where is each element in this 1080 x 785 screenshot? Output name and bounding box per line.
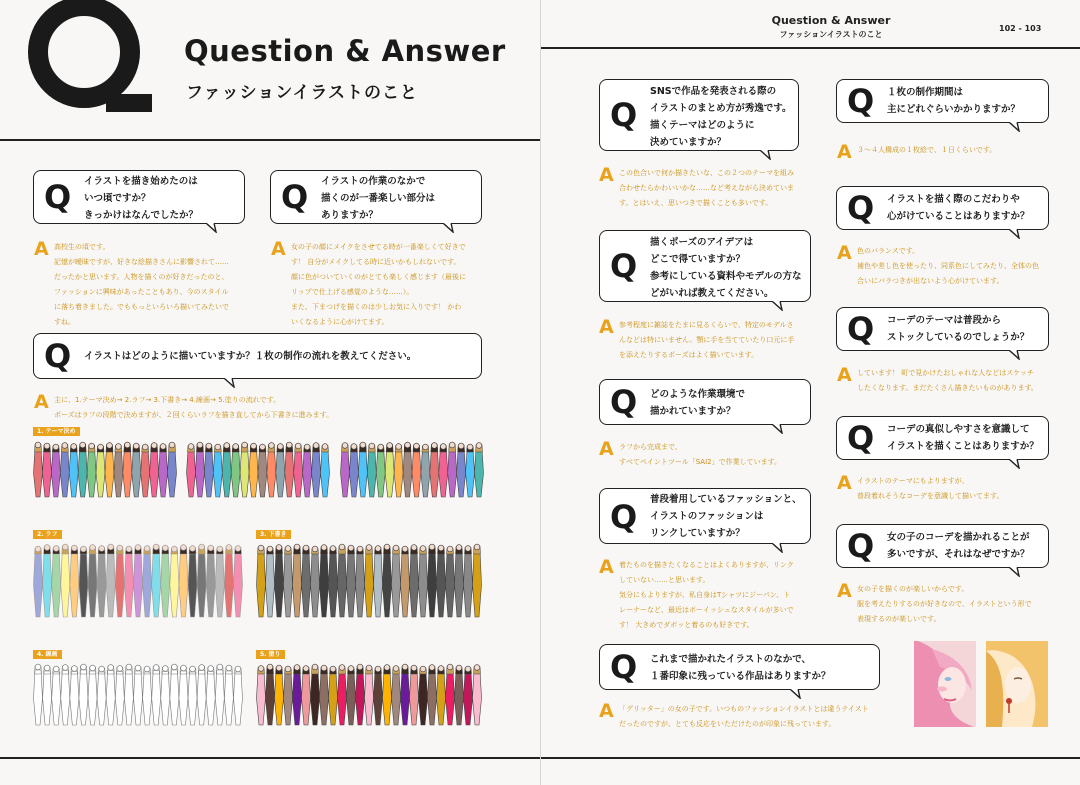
speech-tail-icon bbox=[772, 301, 786, 310]
figure-sketch bbox=[392, 545, 401, 617]
figure-sketch bbox=[383, 544, 392, 617]
figure-sketch bbox=[150, 443, 159, 498]
lineart-illustration bbox=[33, 662, 243, 728]
speech-tail-icon bbox=[1009, 567, 1023, 576]
figure-sketch bbox=[356, 664, 365, 725]
question-text: どのような作業環境で 描かれていますか？ bbox=[650, 389, 746, 417]
q-letter-icon: Q bbox=[610, 383, 638, 421]
figure-sketch bbox=[106, 544, 115, 617]
question-text: 普段着用しているファッションと、 イラストのファッションは リンクしていますか？ bbox=[650, 494, 802, 539]
figure-sketch bbox=[464, 666, 473, 725]
figure-sketch bbox=[161, 545, 170, 617]
figure-sketch bbox=[115, 666, 124, 726]
figure-sketch bbox=[303, 444, 312, 497]
figure-sketch bbox=[412, 443, 421, 497]
figure-sketch bbox=[383, 665, 392, 726]
a-letter-icon: A bbox=[34, 238, 49, 260]
figure-sketch bbox=[356, 546, 365, 617]
question-bubble bbox=[599, 379, 811, 425]
figure-sketch bbox=[224, 545, 233, 618]
q-letter-icon: Q bbox=[847, 82, 875, 120]
figure-sketch bbox=[367, 443, 376, 497]
figure-sketch bbox=[410, 665, 419, 725]
question-bubble bbox=[836, 79, 1049, 123]
speech-tail-icon bbox=[772, 424, 786, 433]
figure-sketch bbox=[401, 664, 410, 725]
step-label: 4. 線画 bbox=[33, 650, 62, 659]
figure-sketch bbox=[374, 666, 383, 725]
theme-illustration-3 bbox=[340, 440, 484, 500]
figure-sketch bbox=[234, 666, 243, 725]
speech-tail-icon bbox=[443, 223, 457, 232]
figure-sketch bbox=[97, 546, 106, 618]
question-bubble bbox=[599, 230, 811, 302]
q-letter-icon: Q bbox=[610, 96, 638, 134]
footer-divider bbox=[541, 757, 1080, 759]
figure-sketch bbox=[215, 546, 224, 617]
figure-sketch bbox=[321, 444, 330, 498]
q-letter-icon: Q bbox=[847, 419, 875, 457]
figure-sketch bbox=[439, 444, 448, 498]
figure-sketch bbox=[187, 444, 196, 498]
figure-sketch bbox=[70, 545, 79, 617]
answer-text: ３〜４人構成の１枚絵で、１日くらいです。 bbox=[857, 146, 997, 154]
answer-text: 主に、1.テーマ決め→ 2.ラフ→ 3.下書き→ 4.線画→ 5.塗りの流れです。 ポーズはラフの段階で決めますが、２回くらいラフを描き直してから下書きに進みます。 bbox=[54, 396, 334, 419]
answer-text: 「グリッター」の女の子です。いつものファッションイラストとは違うテイスト だったのですが、とても反応をいただけたのが印象に残っています。 bbox=[619, 705, 869, 728]
figure-sketch bbox=[392, 666, 401, 726]
figure-sketch bbox=[385, 443, 394, 498]
page-subtitle: ファッションイラストのこと bbox=[186, 83, 418, 103]
header-divider bbox=[0, 139, 540, 141]
figure-sketch bbox=[42, 443, 51, 497]
figure-sketch bbox=[60, 443, 69, 498]
a-letter-icon: A bbox=[34, 391, 49, 413]
right-page bbox=[540, 0, 1080, 785]
figure-sketch bbox=[51, 444, 60, 497]
figure-sketch bbox=[179, 545, 188, 618]
figure-sketch bbox=[132, 443, 141, 497]
question-text: 描くポーズのアイデアは どこで得ていますか？ 参考にしている資料やモデルの方な どがいれば教えてください。 bbox=[650, 237, 802, 299]
portrait-illustrations bbox=[914, 641, 1048, 727]
q-letter-icon: Q bbox=[847, 527, 875, 565]
figure-sketch bbox=[312, 443, 321, 498]
figure-sketch bbox=[88, 545, 97, 618]
q-letter-icon: Q bbox=[44, 337, 72, 375]
figure-sketch bbox=[197, 544, 206, 617]
question-bubble bbox=[270, 170, 482, 224]
a-letter-icon: A bbox=[271, 238, 286, 260]
answer-block bbox=[599, 318, 829, 366]
footer-divider bbox=[0, 757, 540, 759]
question-text: イラストはどのように描いていますか？１枚の制作の流れを教えてください。 bbox=[84, 351, 417, 362]
a-letter-icon: A bbox=[837, 242, 852, 264]
step-label: 2. ラフ bbox=[33, 530, 62, 539]
question-bubble bbox=[33, 333, 482, 379]
figure-sketch bbox=[320, 665, 329, 725]
figure-sketch bbox=[204, 443, 213, 497]
figure-sketch bbox=[320, 545, 329, 618]
answer-text: 参考程度に雑誌をたまに見るくらいで、特定のモデルさ んなどは特にいません。顎に手を当てていたり口元に手 を添えたりするポーズはよく描いています。 bbox=[619, 321, 795, 359]
answer-block bbox=[599, 440, 829, 472]
answer-text: イラストのテーマにもよりますが、 普段着れそうなコーデを意識して描いてます。 bbox=[857, 477, 1004, 500]
answer-text: 着たものを描きたくなることはよくありますが、リンク していない……と思います。 気分にもよりますが、私自身はTシャツにジーパン、ト レーナーなど、最近はボーイッシュなスタイルが多いで す！ 大きめでダボッと着るのも好きです。 bbox=[619, 561, 794, 629]
header-divider bbox=[541, 47, 1080, 49]
q-letter-icon: Q bbox=[610, 498, 638, 536]
question-text: 女の子のコーデを描かれることが 多いですが、それはなぜですか？ bbox=[887, 532, 1030, 560]
figure-sketch bbox=[365, 665, 374, 725]
answer-block bbox=[34, 240, 264, 330]
answer-block bbox=[837, 244, 1057, 292]
speech-tail-icon bbox=[772, 543, 786, 552]
figure-sketch bbox=[347, 545, 356, 617]
speech-tail-icon bbox=[760, 150, 774, 159]
figure-sketch bbox=[34, 546, 43, 617]
figure-sketch bbox=[97, 666, 106, 725]
figure-sketch bbox=[428, 665, 437, 726]
figure-sketch bbox=[419, 666, 428, 725]
figure-sketch bbox=[106, 665, 115, 726]
figure-sketch bbox=[240, 442, 249, 497]
figure-sketch bbox=[61, 544, 70, 617]
figure-sketch bbox=[473, 665, 482, 726]
figure-sketch bbox=[276, 444, 285, 498]
figure-sketch bbox=[437, 545, 446, 617]
figure-sketch bbox=[475, 443, 484, 498]
figure-sketch bbox=[197, 665, 206, 726]
figure-sketch bbox=[134, 665, 143, 725]
figure-sketch bbox=[34, 442, 43, 497]
figure-sketch bbox=[224, 665, 233, 725]
figure-sketch bbox=[257, 545, 266, 617]
speech-tail-icon bbox=[790, 689, 804, 698]
figure-sketch bbox=[124, 546, 133, 617]
a-letter-icon: A bbox=[837, 364, 852, 386]
answer-text: この色合いで何か描きたいな、この２つのテーマを組み 合わせたらかわいいかな……など考えながら決めていま す。とはいえ、思いつきで描くことも多いです。 bbox=[619, 169, 794, 207]
figure-sketch bbox=[448, 442, 457, 497]
q-letter-icon: Q bbox=[847, 310, 875, 348]
answer-block bbox=[837, 474, 1057, 506]
figure-sketch bbox=[293, 544, 302, 617]
running-header-subtitle: ファッションイラストのこと bbox=[779, 30, 883, 39]
figure-sketch bbox=[258, 444, 267, 497]
figure-sketch bbox=[143, 546, 152, 618]
a-letter-icon: A bbox=[599, 556, 614, 578]
figure-sketch bbox=[161, 666, 170, 726]
figure-sketch bbox=[455, 665, 464, 725]
figure-sketch bbox=[52, 666, 61, 725]
figure-sketch bbox=[179, 665, 188, 725]
figure-sketch bbox=[329, 666, 338, 725]
figure-sketch bbox=[284, 546, 293, 618]
figure-sketch bbox=[206, 545, 215, 617]
figure-sketch bbox=[152, 665, 161, 726]
question-bubble bbox=[836, 307, 1049, 351]
figure-sketch bbox=[446, 664, 455, 725]
answer-block bbox=[599, 702, 899, 734]
figure-sketch bbox=[267, 443, 276, 498]
speech-tail-icon bbox=[224, 378, 238, 387]
figure-sketch bbox=[457, 443, 466, 497]
figure-sketch bbox=[394, 444, 403, 498]
figure-sketch bbox=[213, 444, 222, 497]
theme-illustration-2 bbox=[186, 440, 330, 500]
figure-sketch bbox=[419, 546, 428, 618]
figure-sketch bbox=[329, 546, 338, 618]
question-text: １枚の制作期間は 主にどれぐらいかかりますか？ bbox=[887, 87, 1021, 115]
big-q-letter-icon bbox=[22, 0, 154, 118]
figure-sketch bbox=[311, 546, 320, 617]
question-text: コーデのテーマは普段から ストックしているのでしょうか？ bbox=[887, 315, 1030, 343]
a-letter-icon: A bbox=[599, 164, 614, 186]
figure-sketch bbox=[455, 545, 464, 618]
figure-sketch bbox=[349, 444, 358, 498]
figure-sketch bbox=[123, 442, 132, 497]
answer-block bbox=[599, 558, 829, 636]
figure-sketch bbox=[79, 664, 88, 725]
figure-sketch bbox=[311, 664, 320, 725]
speech-tail-icon bbox=[1009, 122, 1023, 131]
figure-sketch bbox=[61, 665, 70, 726]
figure-sketch bbox=[294, 443, 303, 497]
figure-sketch bbox=[466, 444, 475, 497]
q-letter-icon: Q bbox=[610, 648, 638, 686]
figure-sketch bbox=[170, 664, 179, 725]
figure-sketch bbox=[231, 444, 240, 498]
speech-tail-icon bbox=[206, 223, 220, 232]
figure-sketch bbox=[266, 664, 275, 725]
page-numbers: 102 - 103 bbox=[999, 24, 1042, 33]
figure-sketch bbox=[115, 545, 124, 617]
question-text: イラストの作業のなかで 描くのが一番楽しい部分は ありますか？ bbox=[321, 176, 436, 221]
rough-sketch-illustration bbox=[33, 542, 243, 620]
question-bubble bbox=[599, 488, 811, 544]
figure-sketch bbox=[464, 546, 473, 618]
answer-text: 女の子を描くのが楽しいからです。 服を考えたりするのが好きなので、イラストという形で 表現するのが楽しいです。 bbox=[857, 585, 1032, 623]
figure-sketch bbox=[275, 665, 284, 725]
figure-sketch bbox=[168, 442, 177, 497]
figure-sketch bbox=[188, 546, 197, 618]
figure-sketch bbox=[141, 444, 150, 497]
figure-sketch bbox=[403, 442, 412, 497]
question-text: イラストを描き始めたのは いつ頃ですか？ きっかけはなんでしたか？ bbox=[84, 176, 199, 221]
a-letter-icon: A bbox=[837, 580, 852, 602]
figure-sketch bbox=[430, 443, 439, 498]
a-letter-icon: A bbox=[599, 438, 614, 460]
figure-sketch bbox=[410, 545, 419, 618]
figure-sketch bbox=[293, 665, 302, 726]
figure-sketch bbox=[285, 442, 294, 497]
figure-sketch bbox=[206, 666, 215, 726]
q-letter-icon: Q bbox=[44, 178, 72, 216]
a-letter-icon: A bbox=[837, 141, 852, 163]
figure-sketch bbox=[222, 443, 231, 498]
figure-sketch bbox=[52, 546, 61, 618]
figure-sketch bbox=[78, 442, 87, 497]
q-letter-icon: Q bbox=[610, 247, 638, 285]
q-letter-icon: Q bbox=[281, 178, 309, 216]
figure-sketch bbox=[338, 665, 347, 726]
figure-sketch bbox=[152, 544, 161, 617]
figure-sketch bbox=[374, 546, 383, 618]
figure-sketch bbox=[79, 546, 88, 617]
figure-sketch bbox=[428, 544, 437, 617]
step-label: 5. 塗り bbox=[256, 650, 285, 659]
question-text: コーデの真似しやすさを意識して イラストを描くことはありますか？ bbox=[887, 424, 1039, 452]
figure-sketch bbox=[195, 442, 204, 497]
answer-text: 色のバランスです。 補色や差し色を使ったり、同系色にしてみたり、全体の色 合いにバラつきが出ないよう心がけています。 bbox=[857, 247, 1039, 285]
figure-sketch bbox=[358, 442, 367, 497]
figure-sketch bbox=[266, 546, 275, 617]
figure-sketch bbox=[341, 443, 350, 498]
figure-sketch bbox=[69, 444, 78, 498]
answer-block bbox=[837, 366, 1057, 398]
figure-sketch bbox=[473, 544, 482, 617]
question-text: イラストを描く際のこだわりや 心がけていることはありますか？ bbox=[887, 194, 1030, 222]
figure-sketch bbox=[437, 666, 446, 726]
figure-sketch bbox=[257, 666, 266, 726]
figure-sketch bbox=[234, 546, 243, 618]
answer-block bbox=[837, 582, 1057, 630]
answer-text: 高校生の頃です。 記憶が曖昧ですが、好きな絵描きさんに影響されて…… だったかと思います。人物を描くのが好きだったのと、 ファッションに興味があったこともあり、今のスタイル に落ち着きました。でももっといろいろ描いてみたいで すね。 bbox=[54, 243, 229, 326]
figure-sketch bbox=[43, 545, 52, 618]
speech-tail-icon bbox=[1009, 459, 1023, 468]
figure-sketch bbox=[88, 665, 97, 725]
figure-sketch bbox=[376, 444, 385, 497]
figure-sketch bbox=[105, 443, 114, 498]
question-bubble bbox=[836, 524, 1049, 568]
question-bubble bbox=[836, 416, 1049, 460]
figure-sketch bbox=[188, 666, 197, 725]
answer-block bbox=[34, 393, 514, 427]
a-letter-icon: A bbox=[599, 700, 614, 722]
colored-illustration bbox=[256, 662, 482, 728]
page-title: Question & Answer bbox=[184, 34, 506, 68]
a-letter-icon: A bbox=[599, 316, 614, 338]
question-bubble bbox=[599, 79, 799, 151]
q-letter-icon: Q bbox=[847, 189, 875, 227]
step-label: 1. テーマ決め bbox=[33, 427, 80, 436]
figure-sketch bbox=[365, 545, 374, 618]
figure-sketch bbox=[87, 443, 96, 497]
answer-block bbox=[271, 240, 511, 330]
question-bubble bbox=[599, 644, 880, 690]
figure-sketch bbox=[34, 664, 43, 725]
question-bubble bbox=[33, 170, 245, 224]
figure-sketch bbox=[338, 544, 347, 617]
figure-sketch bbox=[302, 666, 311, 726]
theme-illustration-1 bbox=[33, 440, 177, 500]
figure-sketch bbox=[401, 546, 410, 617]
answer-text: ラフから完成まで、 すべてペイントツール「SAI2」で作業しています。 bbox=[619, 443, 782, 466]
figure-sketch bbox=[302, 545, 311, 617]
step-label: 3. 下書き bbox=[256, 530, 291, 539]
figure-sketch bbox=[446, 546, 455, 617]
figure-sketch bbox=[347, 666, 356, 726]
running-header-title: Question & Answer bbox=[771, 14, 891, 27]
figure-sketch bbox=[170, 546, 179, 617]
figure-sketch bbox=[249, 443, 258, 497]
figure-sketch bbox=[134, 545, 143, 618]
speech-tail-icon bbox=[1009, 229, 1023, 238]
question-text: これまで描かれたイラストのなかで、 １番印象に残っている作品はありますか？ bbox=[650, 654, 831, 682]
question-text: SNSで作品を発表される際の イラストのまとめ方が秀逸です。 描くテーマはどのように 決めていますか？ bbox=[650, 86, 792, 148]
figure-sketch bbox=[143, 666, 152, 725]
answer-block bbox=[837, 143, 1057, 163]
figure-sketch bbox=[96, 444, 105, 497]
answer-block bbox=[599, 166, 829, 214]
draft-sketch-illustration bbox=[256, 542, 482, 620]
figure-sketch bbox=[124, 664, 133, 725]
figure-sketch bbox=[421, 444, 430, 497]
speech-tail-icon bbox=[1009, 350, 1023, 359]
figure-sketch bbox=[215, 664, 224, 725]
figure-sketch bbox=[159, 444, 168, 498]
figure-sketch bbox=[70, 666, 79, 726]
figure-sketch bbox=[114, 444, 123, 498]
figure-sketch bbox=[43, 665, 52, 725]
figure-sketch bbox=[275, 545, 284, 618]
answer-text: しています！ 町で見かけたおしゃれな人などはスケッチ したくなります。まだたくさん描きたいものがあります。 bbox=[857, 369, 1038, 392]
figure-sketch bbox=[284, 666, 293, 725]
answer-text: 女の子の顔にメイクをさせてる時が一番楽しくて好きで す！ 自分がメイクしてる時に近いかもしれないです。 顔に色がついていくのがとても楽しく感じます（最後に リップで仕上げる感覚のような……）。 また、下まつげを描くのは少しお気に入りです！ かわ いくなるように心がけてます。 bbox=[291, 243, 466, 326]
question-bubble bbox=[836, 186, 1049, 230]
a-letter-icon: A bbox=[837, 472, 852, 494]
